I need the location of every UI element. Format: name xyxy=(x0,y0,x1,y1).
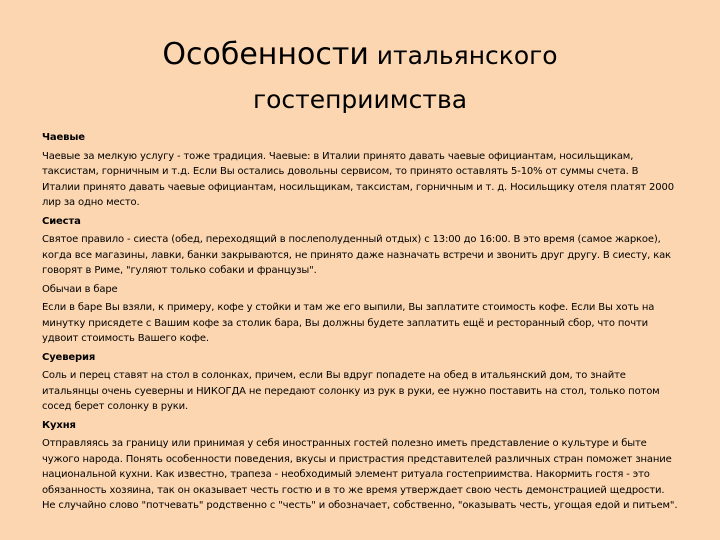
section-text-siesta: Святое правило - сиеста (обед, переходящий в послеполуденный отдых) с 13:00 до 16:00. В это время (самое жаркое), когда все магазины, лавки, банки закрываются, не принято даже назначать встречи и звонить друг другу. В сиесту, как говорят в Риме, "гуляют только собаки и французы". xyxy=(42,234,671,276)
title-line-1 xyxy=(60,34,660,79)
section-text-tips: Чаевые за мелкую услугу - тоже традиция. Чаевые: в Италии принято давать чаевые официантам, носильщикам, таксистам, горничным и т.д. Если Вы остались довольны сервисом, то принято оставлять 5-10% от суммы счета. В Италии принято давать чаевые официантам, носильщикам, таксистам, горничным и т. д. Носильщику отеля платят 2000 лир за одно место. xyxy=(42,150,674,208)
section-heading-cuisine: Кухня xyxy=(42,419,76,431)
section-text-cuisine: Отправляясь за границу или принимая у себя иностранных гостей полезно иметь представление о культуре и быте чужого народа. Понять особенности поведения, вкусы и пристрастия представителей различных стран поможет знание национальной кухни. Как известно, трапеза - необходимый элемент ритуала гостеприимства. Накормить гостя - это обязанность хозяина, так он оказывает честь гостю и в то же время утверждает свою честь демонстрацией щедрости. Не случайно слово "потчевать" родственно с "честь" и обозначает, собственно, "оказывать честь, угощая едой и питьем". xyxy=(42,438,678,511)
section-heading-superstitions: Суеверия xyxy=(42,351,96,363)
title-word-features: Особенности xyxy=(162,37,369,72)
title-line-2: гостеприимства xyxy=(252,85,468,114)
section-heading-bar-customs: Обычаи в баре xyxy=(42,283,118,295)
section-heading-siesta: Сиеста xyxy=(42,215,81,227)
section-heading-tips: Чаевые xyxy=(42,132,85,143)
slide-title xyxy=(60,34,660,120)
section-text-superstitions: Соль и перец ставят на стол в солонках, причем, если Вы вдруг попадете на обед в итальянский дом, то знайте итальянцы очень суеверны и НИКОГДА не передают солонку из рук в руки, ее нужно поставить на стол, только потом сосед берет солонку в руки. xyxy=(42,370,660,412)
section-text-bar-customs: Если в баре Вы взяли, к примеру, кофе у стойки и там же его выпили, Вы заплатите стоимость кофе. Если Вы хоть на минутку присядете с Вашим кофе за столик бара, Вы должны будете заплатить ещё и ресторанный сбор, что почти удвоит стоимость Вашего кофе. xyxy=(42,302,655,344)
slide-body xyxy=(42,130,678,514)
title-word-italian: итальянского xyxy=(368,41,558,70)
